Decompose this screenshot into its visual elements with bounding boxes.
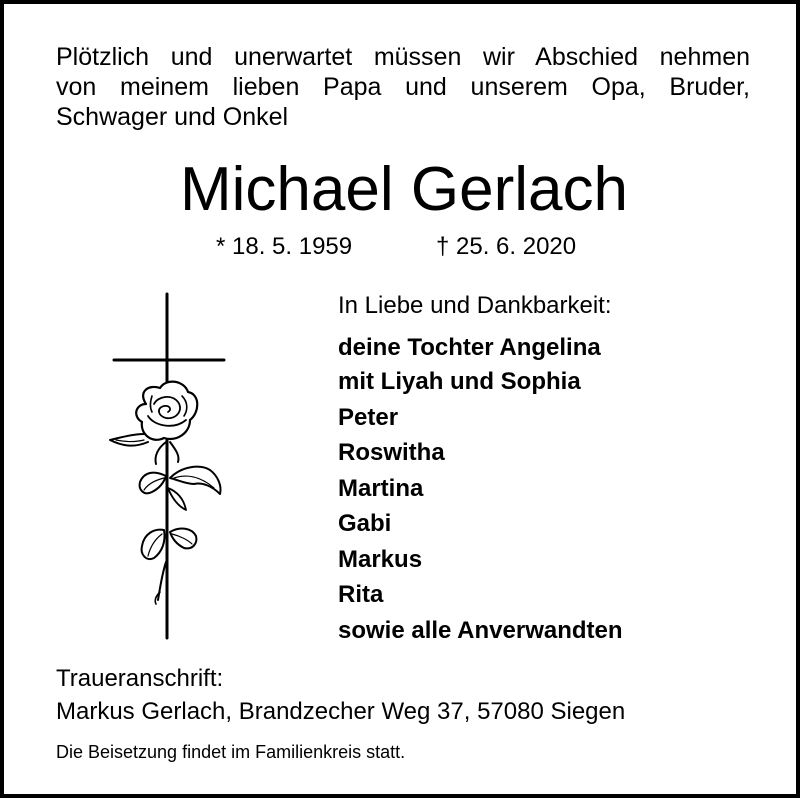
deceased-name: Michael Gerlach <box>180 155 628 224</box>
list-item: deine Tochter Angelina <box>338 334 601 361</box>
death-date: † 25. 6. 2020 <box>436 233 577 260</box>
list-item: Rita <box>338 581 384 608</box>
mourning-address: Markus Gerlach, Brandzecher Weg 37, 57080 Siegen <box>56 698 626 725</box>
list-item: Markus <box>338 545 423 573</box>
family-list <box>338 332 623 648</box>
list-item: Gabi <box>338 510 392 537</box>
family-intro: In Liebe und Dankbarkeit: <box>338 292 612 319</box>
list-item: mit Liyah und Sophia <box>338 368 581 395</box>
cross-with-rose-icon <box>104 292 234 642</box>
funeral-notice: Die Beisetzung findet im Familienkreis statt. <box>56 742 406 762</box>
birth-date: * 18. 5. 1959 <box>216 233 353 260</box>
intro-line: Plötzlich und unerwartet müssen wir Abschied nehmen <box>56 43 750 71</box>
intro-line: Schwager und Onkel <box>56 103 289 131</box>
list-item: Roswitha <box>338 439 445 466</box>
mourning-address-label: Traueranschrift: <box>56 665 224 692</box>
list-item: Peter <box>338 403 399 431</box>
intro-text <box>56 42 750 132</box>
list-item: sowie alle Anverwandten <box>338 616 623 644</box>
intro-line: von meinem lieben Papa und unserem Opa, Bruder, <box>56 73 750 101</box>
list-item: Martina <box>338 474 424 502</box>
